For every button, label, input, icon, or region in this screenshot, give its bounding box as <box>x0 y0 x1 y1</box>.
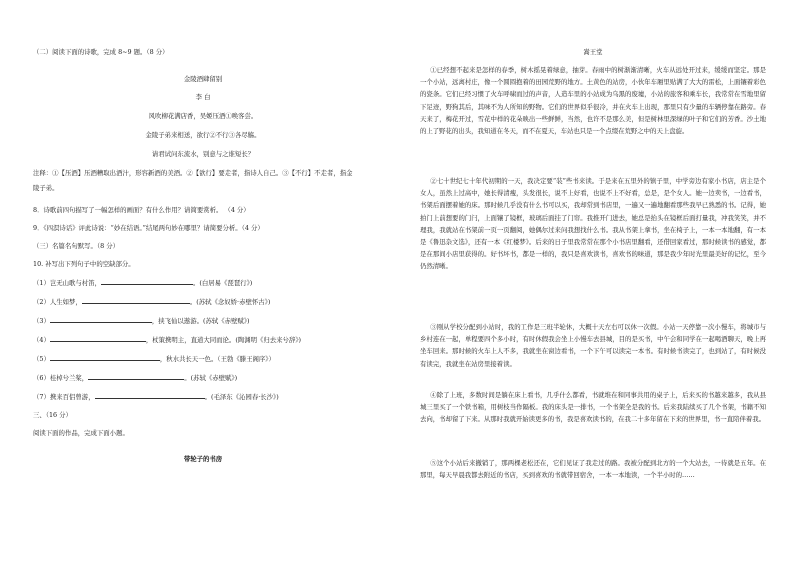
answer-blank-3[interactable] <box>50 316 152 323</box>
article-paragraph-2: ②七十世纪七十年代初期的一天，我决定要“装”些书来读。于是来在五里外的镇子里，中学旁边有家小书店，店主是个女人，虽然上过高中，她长得清瘦，头发很长，说不上好看，也说不上不好看，总是，是个女人。她一边卖书，一边看书，书架后面摆着她的床。那时候几乎没有什么书可以买，我却常到书店里，一遍又一遍地翻看那些我早已熟悉的书。记得，她拍门上前想要的门闩，上面镶了镜框，玻璃后面挂了门帘。我推开门进去，她总是抬头在镜框后面打量我，冲我笑笑，并不理我，我就站在书架前一页一页翻阅，她偶尔过来问我想找什么书。我从书架上拿书，坐在椅子上，一本一本地翻，有一本是《鲁迅杂文选》，还有一本《红楼梦》。后来的日子里我常常在那个小书店里翻看，还借回家看过，那时候读书的感觉，都是在那间小店里获得的。好书坏书，都是一样的，我只是喜欢读书，喜欢书的味道，那是我少年时光里最美好的记忆，至今仍然清晰。 <box>420 177 766 271</box>
answer-blank-6[interactable] <box>88 373 184 380</box>
answer-blank-5[interactable] <box>50 354 160 361</box>
fill-item-2: （2）人生如梦， 。(苏轼《念奴娇·赤壁怀古》) <box>33 298 271 306</box>
article-paragraph-4: ④除了上班，多数时间是躺在床上看书，几乎什么都看，书就堆在和同事共用的桌子上，后来买的书越来越多，我从县城三里买了一个铁书箱，用树枝当作隔板。我的床头是一排书，一个书架全是我的书。后来我陆续买了几个书架，书籍不知去向，书却留了下来。从那时我就开始读更多的书，我是喜欢读书的，在我二十多年留在下来的世界里，书一直陪伴着我。 <box>420 391 766 424</box>
right-column <box>420 48 766 487</box>
right-article-title: 嵩王堂 <box>583 48 603 56</box>
reading-intro: 阅读下面的作品，完成下面小题。 <box>33 429 129 437</box>
section3-header: （三）名篇名句默写。（8 分） <box>33 242 119 250</box>
question-9: 9．《四溟诗话》评此诗说：“妙在结语。”结尾两句妙在哪里？请简要分析。（4 分） <box>33 224 264 232</box>
poem-notes-line-1: 注释：①【压酒】压酒糟取出酒汁，形容新酒的美酒。②【欲行】要走者，指诗人自己。③【不行】不走者，指金 <box>33 169 353 177</box>
poem-line-2: 金陵子弟来相送，欲行②不行③各尽觞。 <box>145 131 261 139</box>
question-8: 8．诗歌前四句描写了一幅怎样的画面？有什么作用？请简要赏析。 （4 分） <box>33 206 250 214</box>
answer-blank-4[interactable] <box>50 335 146 342</box>
article-paragraph-3: ③刚从学校分配到小站时，我的工作是三班半轮休，大概十天左右可以休一次假。小站一天停靠一次小慢车，将城市与乡村连在一起，单程要四个多小时，有时休假我会坐上小慢车去县城，目的是买书，中午会和同学在一起喝酒聊天，晚上再坐车回来。那时候的火车上人不多，我就坐在窗边看书，一个下午可以读完一本书。有时候书读完了，也到站了，有时候没有读完，我就坐在站房里接着读。 <box>420 323 766 368</box>
answer-blank-7[interactable] <box>95 392 205 399</box>
article-paragraph-1: ①已经想不起来是怎样的春季，树木摇晃着绿意，抽芽。春雨中的树渐渐清晰，火车从远处开过来，缓缓而坚定。那是一个小站，远离村庄，像一个圆圆抱着的田园荒野的地方。土黄色的站房，小伙年车厢里贴满了大大的雷松，上面镶着彩色的瓷条。它们已经习惯了火车呼啸而过的声音，人造车里的小站成为乌黑的废墟，小站的旅客和乘车长，我常常在雪地里留下足迹，野狗其后，其味不为人所知的野物。它们的世界似乎很冷，并在火车上出现，那里只有少量的车辆停靠在路旁。春天来了，梅花开过，雪花中样的花朵映出一些鲜鲜，当然，也许不是那么美，但是树林里深绿的叶子和它们的芳香。沙土地的上了野花的出头，我知道在冬天，而不在夏天，车站也只是一个点缀在荒野之中的天上盘旋。 <box>420 66 766 135</box>
fill-item-3: （3） ，挟飞仙以遨游。(苏轼《赤壁赋》) <box>33 317 250 325</box>
question-10: 10. 补写出下列句子中的空缺部分。 <box>33 260 135 268</box>
fill-item-7: （7）携来百侣曾游， 。(毛泽东《沁园春·长沙》) <box>33 393 279 401</box>
section2-header: （二）阅读下面的诗歌，完成 8~9 题。（8 分） <box>33 48 169 56</box>
fill-item-6: （6）桂棹兮兰桨， 。(苏轼《赤壁赋》) <box>33 374 238 382</box>
poem-title: 金陵酒肆留别 <box>183 75 223 83</box>
article-paragraph-5: ⑤这个小站后来撤销了，那两棵老松还在，它们见证了我走过的路。我被分配到北方的一个大站去，一待就是五年。在那里，每天早晨我都去附近的书店，买到喜欢的书就带回宿舍，一本一本地读，一个半小时的…… <box>420 459 766 480</box>
answer-blank-2[interactable] <box>82 297 190 304</box>
left-column <box>33 48 373 463</box>
article-title: 带轮子的书房 <box>183 455 223 463</box>
poem-line-3: 请君试问东流水，别意与之谁短长？ <box>151 150 255 158</box>
fill-item-4: （4） ，杖策携明主，直道大同而论。(陶渊明《归去来兮辞》) <box>33 336 302 344</box>
fill-item-1: （1）岂无山歌与村笛， 。(白居易《琵琶行》) <box>33 279 253 287</box>
poem-notes-line-2: 陵子弟。 <box>33 184 59 192</box>
answer-blank-1[interactable] <box>101 278 193 285</box>
poem-author: 李 白 <box>195 93 211 101</box>
part3-header: 三、（16 分） <box>33 411 72 419</box>
poem-line-1: 风吹柳花满店香，吴姬压酒①唤客尝。 <box>148 112 258 120</box>
fill-item-5: （5） ，秋水共长天一色。（王勃《滕王阁序》） <box>33 355 275 363</box>
